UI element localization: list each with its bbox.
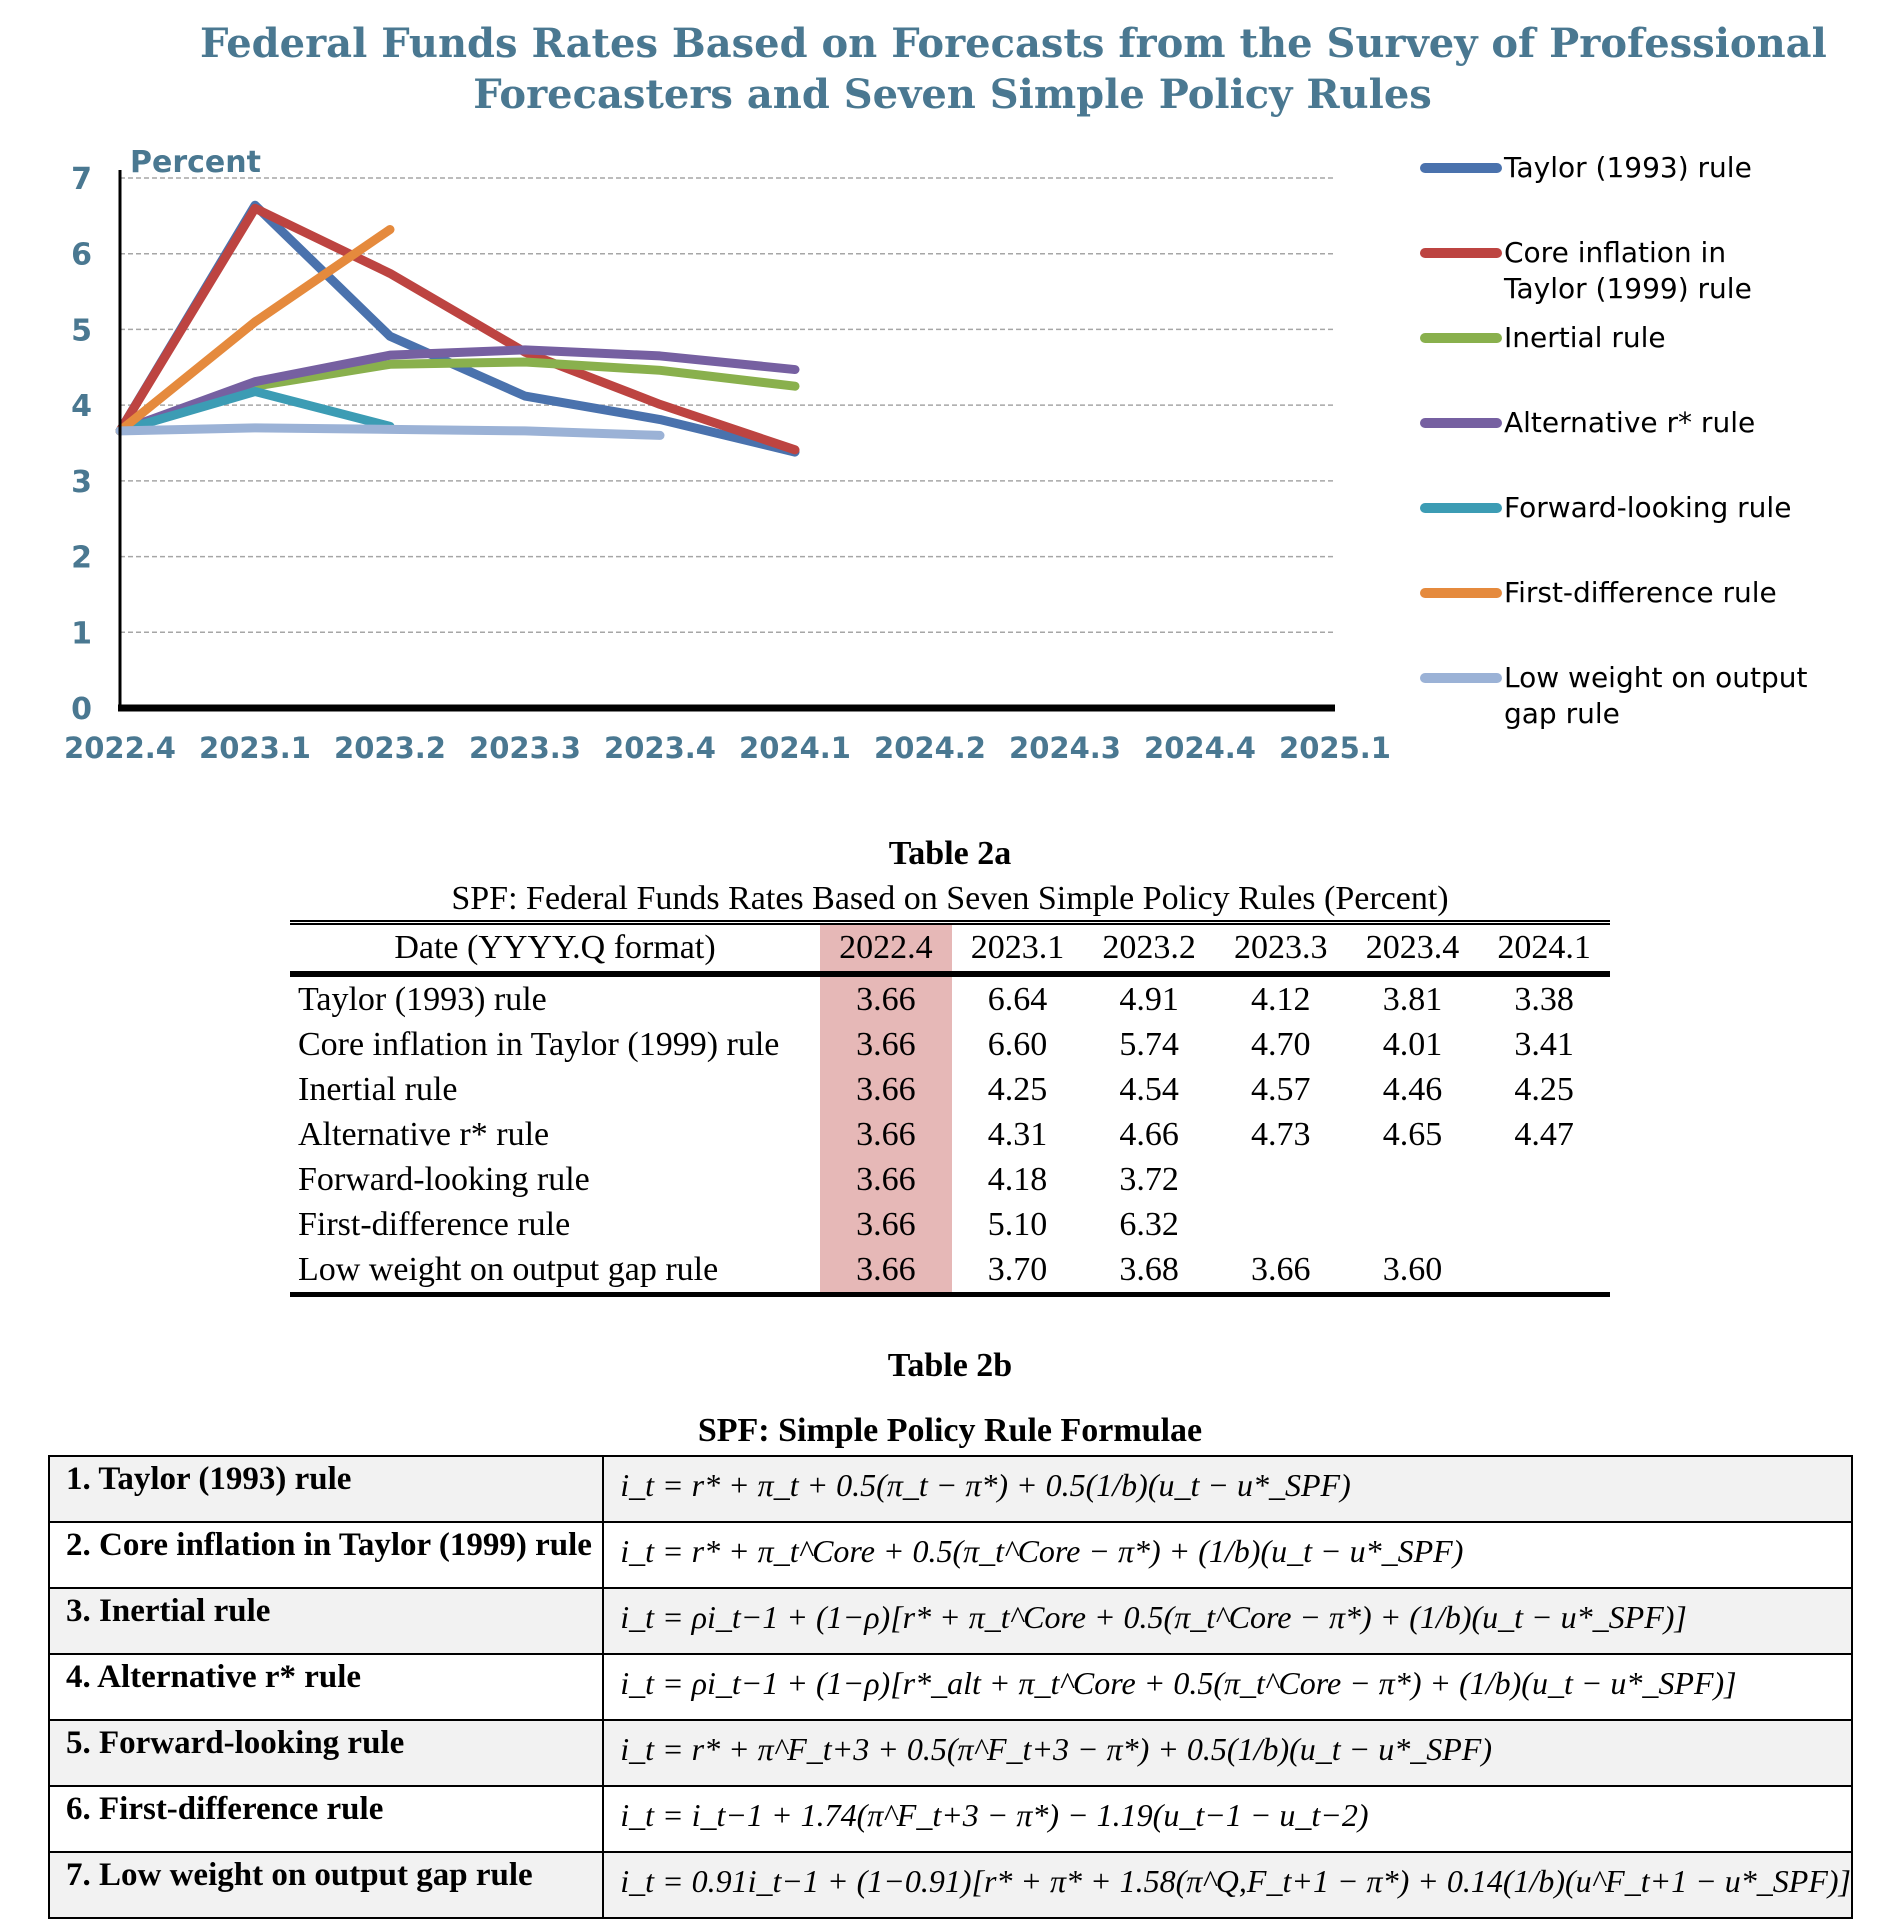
table-2a-row bbox=[290, 974, 1610, 1022]
x-tick-label: 2024.4 bbox=[1144, 731, 1256, 765]
table-2a-cell: 3.81 bbox=[1382, 980, 1443, 1018]
table-2a-cell: 4.73 bbox=[1251, 1115, 1311, 1153]
legend-label: Alternative r* rule bbox=[1504, 406, 1756, 439]
rule-name: 3. Inertial rule bbox=[49, 1588, 603, 1654]
table-2a-cell: 3.68 bbox=[1119, 1250, 1179, 1288]
table-2a-cell bbox=[1347, 1202, 1479, 1247]
y-tick-label: 1 bbox=[71, 616, 92, 652]
table-2b-row bbox=[49, 1654, 1852, 1720]
table-2a-cell: 3.66 bbox=[820, 1112, 952, 1157]
series-line-7 bbox=[120, 428, 660, 436]
table-2a-row bbox=[290, 1247, 1610, 1295]
x-tick-label: 2023.1 bbox=[199, 731, 311, 765]
y-tick-label: 7 bbox=[71, 162, 92, 197]
chart-title bbox=[200, 18, 1827, 120]
table-2a-row-label: First-difference rule bbox=[298, 1205, 571, 1243]
legend-item bbox=[1420, 235, 1874, 307]
rule-name: 7. Low weight on output gap rule bbox=[49, 1852, 603, 1918]
table-2a-cell: 3.66 bbox=[820, 1202, 952, 1247]
legend-label: Taylor (1993) rule bbox=[1504, 151, 1752, 184]
table-2a-row-label: Taylor (1993) rule bbox=[298, 980, 547, 1018]
legend-label: Core inflation in Taylor (1999) rule bbox=[1504, 236, 1752, 305]
legend-label: First-difference rule bbox=[1504, 576, 1777, 609]
table-2a-row-label: Low weight on output gap rule bbox=[298, 1250, 719, 1288]
y-axis-label: Percent bbox=[130, 145, 261, 180]
table-2a-cell: 5.74 bbox=[1119, 1025, 1179, 1063]
table-2a-cell: 4.65 bbox=[1382, 1115, 1443, 1153]
table-2a-row-label: Alternative r* rule bbox=[298, 1115, 550, 1153]
table-2a-cell: 4.31 bbox=[987, 1115, 1048, 1153]
table-2a-header-quarter: 2023.4 bbox=[1347, 923, 1479, 975]
table-2a-row bbox=[290, 1157, 1610, 1202]
table-2a-cell: 4.47 bbox=[1514, 1115, 1574, 1153]
rule-formula: i_t = r* + π_t^Core + 0.5(π_t^Core − π*) + (1/b)(u_t − u*_SPF) bbox=[603, 1522, 1852, 1588]
table-2a-cell: 3.70 bbox=[987, 1250, 1048, 1288]
x-tick-label: 2024.3 bbox=[1009, 731, 1121, 765]
legend-swatch bbox=[1420, 248, 1502, 258]
x-tick-label: 2024.2 bbox=[874, 731, 986, 765]
x-tick-label: 2023.4 bbox=[604, 731, 716, 765]
table-2a-cell bbox=[1478, 1247, 1610, 1295]
rule-name: 2. Core inflation in Taylor (1999) rule bbox=[49, 1522, 603, 1588]
table-2a-cell: 4.25 bbox=[1514, 1070, 1574, 1108]
table-2a-row bbox=[290, 1112, 1610, 1157]
table-2a-cell: 6.64 bbox=[987, 980, 1048, 1018]
table-2b-row bbox=[49, 1456, 1852, 1522]
rule-formula: i_t = r* + π^F_t+3 + 0.5(π^F_t+3 − π*) + 0.5(1/b)(u_t − u*_SPF) bbox=[603, 1720, 1852, 1786]
table-2a-cell bbox=[1215, 1202, 1347, 1247]
table-2a-cell: 6.32 bbox=[1119, 1205, 1179, 1243]
legend-item bbox=[1420, 490, 1874, 526]
table-2b-row bbox=[49, 1786, 1852, 1852]
legend-swatch bbox=[1420, 333, 1502, 343]
table-2a-header-quarter: 2023.3 bbox=[1215, 923, 1347, 975]
table-2a-cell: 3.38 bbox=[1514, 980, 1574, 1018]
table-2a-row bbox=[290, 1202, 1610, 1247]
table-2a-row bbox=[290, 1067, 1610, 1112]
legend-swatch bbox=[1420, 418, 1502, 428]
y-tick-label: 6 bbox=[71, 237, 92, 273]
table-2a-cell bbox=[1347, 1157, 1479, 1202]
table-2a-row bbox=[290, 1022, 1610, 1067]
legend-item bbox=[1420, 320, 1874, 356]
table-2a-header-quarter: 2023.2 bbox=[1083, 923, 1215, 975]
rule-name: 1. Taylor (1993) rule bbox=[49, 1456, 603, 1522]
y-tick-label: 4 bbox=[71, 389, 92, 425]
rule-name: 6. First-difference rule bbox=[49, 1786, 603, 1852]
rule-name: 4. Alternative r* rule bbox=[49, 1654, 603, 1720]
chart-title-line-1: Federal Funds Rates Based on Forecasts from the Survey of Professional bbox=[200, 20, 1827, 67]
x-tick-label: 2022.4 bbox=[64, 731, 176, 765]
table-2a-cell: 3.41 bbox=[1514, 1025, 1574, 1063]
table-2a-cell bbox=[1478, 1157, 1610, 1202]
table-2b-row bbox=[49, 1852, 1852, 1918]
table-2a-header-quarter: 2024.1 bbox=[1478, 923, 1610, 975]
legend-swatch bbox=[1420, 588, 1502, 598]
table-2b-title: Table 2b bbox=[887, 1347, 1013, 1384]
table-2a-cell: 4.57 bbox=[1251, 1070, 1311, 1108]
chart-title-line-2: Forecasters and Seven Simple Policy Rules bbox=[473, 71, 1432, 118]
table-2a-cell: 3.66 bbox=[1251, 1250, 1311, 1288]
table-2a-cell: 3.66 bbox=[820, 1247, 952, 1295]
x-tick-label: 2023.3 bbox=[469, 731, 581, 765]
table-2a bbox=[290, 920, 1610, 1297]
legend-label: Inertial rule bbox=[1504, 321, 1666, 354]
rule-formula: i_t = ρi_t−1 + (1−ρ)[r*_alt + π_t^Core + 0.5(π_t^Core − π*) + (1/b)(u_t − u*_SPF)] bbox=[603, 1654, 1852, 1720]
table-2a-header-quarter: 2022.4 bbox=[820, 923, 952, 975]
table-2a-cell bbox=[1478, 1202, 1610, 1247]
legend-item bbox=[1420, 660, 1874, 732]
table-2a-cell: 4.46 bbox=[1382, 1070, 1443, 1108]
table-2a-header-quarter: 2023.1 bbox=[952, 923, 1084, 975]
table-2b-subtitle: SPF: Simple Policy Rule Formulae bbox=[697, 1412, 1203, 1449]
rule-formula: i_t = 0.91i_t−1 + (1−0.91)[r* + π* + 1.58(π^Q,F_t+1 − π*) + 0.14(1/b)(u^F_t+1 − u*_SPF)] bbox=[603, 1852, 1852, 1918]
table-2b-row bbox=[49, 1522, 1852, 1588]
table-2b-row bbox=[49, 1588, 1852, 1654]
table-2a-cell: 4.12 bbox=[1251, 980, 1311, 1018]
table-2a-cell: 4.18 bbox=[987, 1160, 1048, 1198]
table-2a-cell: 4.66 bbox=[1119, 1115, 1179, 1153]
table-2a-row-label: Core inflation in Taylor (1999) rule bbox=[298, 1025, 780, 1063]
table-2b-row bbox=[49, 1720, 1852, 1786]
table-2a-cell: 3.66 bbox=[820, 1157, 952, 1202]
line-chart bbox=[0, 130, 1420, 780]
table-2a-cell: 4.70 bbox=[1251, 1025, 1311, 1063]
series-line-6 bbox=[120, 229, 390, 430]
table-2a-cell: 4.01 bbox=[1382, 1025, 1443, 1063]
legend-label: Low weight on output gap rule bbox=[1504, 661, 1808, 730]
legend-item bbox=[1420, 575, 1874, 611]
y-tick-label: 2 bbox=[71, 540, 92, 576]
legend-swatch bbox=[1420, 673, 1502, 683]
table-2a-cell: 3.60 bbox=[1382, 1250, 1443, 1288]
table-2a-cell: 5.10 bbox=[987, 1205, 1048, 1243]
x-tick-label: 2024.1 bbox=[739, 731, 851, 765]
x-tick-label: 2025.1 bbox=[1279, 731, 1391, 765]
rule-name: 5. Forward-looking rule bbox=[49, 1720, 603, 1786]
y-tick-label: 3 bbox=[71, 464, 92, 500]
table-2a-cell: 4.25 bbox=[987, 1070, 1048, 1108]
rule-formula: i_t = r* + π_t + 0.5(π_t − π*) + 0.5(1/b)(u_t − u*_SPF) bbox=[603, 1456, 1852, 1522]
legend-label: Forward-looking rule bbox=[1504, 491, 1792, 524]
table-2a-title: Table 2a bbox=[888, 835, 1012, 872]
legend-swatch bbox=[1420, 503, 1502, 513]
rule-formula: i_t = i_t−1 + 1.74(π^F_t+3 − π*) − 1.19(u_t−1 − u_t−2) bbox=[603, 1786, 1852, 1852]
rule-formula: i_t = ρi_t−1 + (1−ρ)[r* + π_t^Core + 0.5(π_t^Core − π*) + (1/b)(u_t − u*_SPF)] bbox=[603, 1588, 1852, 1654]
legend-item bbox=[1420, 150, 1874, 186]
table-2a-cell: 3.66 bbox=[820, 1022, 952, 1067]
table-2b bbox=[48, 1455, 1853, 1919]
y-tick-label: 5 bbox=[71, 313, 92, 349]
table-2a-cell: 3.66 bbox=[820, 974, 952, 1022]
table-2a-cell: 3.66 bbox=[820, 1067, 952, 1112]
table-2a-subtitle: SPF: Federal Funds Rates Based on Seven Simple Policy Rules (Percent) bbox=[451, 880, 1449, 917]
table-2a-cell bbox=[1215, 1157, 1347, 1202]
table-2a-cell: 6.60 bbox=[987, 1025, 1048, 1063]
table-2a-cell: 4.54 bbox=[1119, 1070, 1179, 1108]
legend-swatch bbox=[1420, 163, 1502, 173]
table-2a-cell: 3.72 bbox=[1119, 1160, 1179, 1198]
legend-item bbox=[1420, 405, 1874, 441]
table-2a-cell: 4.91 bbox=[1119, 980, 1179, 1018]
table-2a-row-label: Forward-looking rule bbox=[298, 1160, 590, 1198]
x-tick-label: 2023.2 bbox=[334, 731, 446, 765]
table-2a-header-date: Date (YYYY.Q format) bbox=[290, 923, 820, 975]
table-2a-row-label: Inertial rule bbox=[298, 1070, 458, 1108]
y-tick-label: 0 bbox=[71, 692, 92, 727]
